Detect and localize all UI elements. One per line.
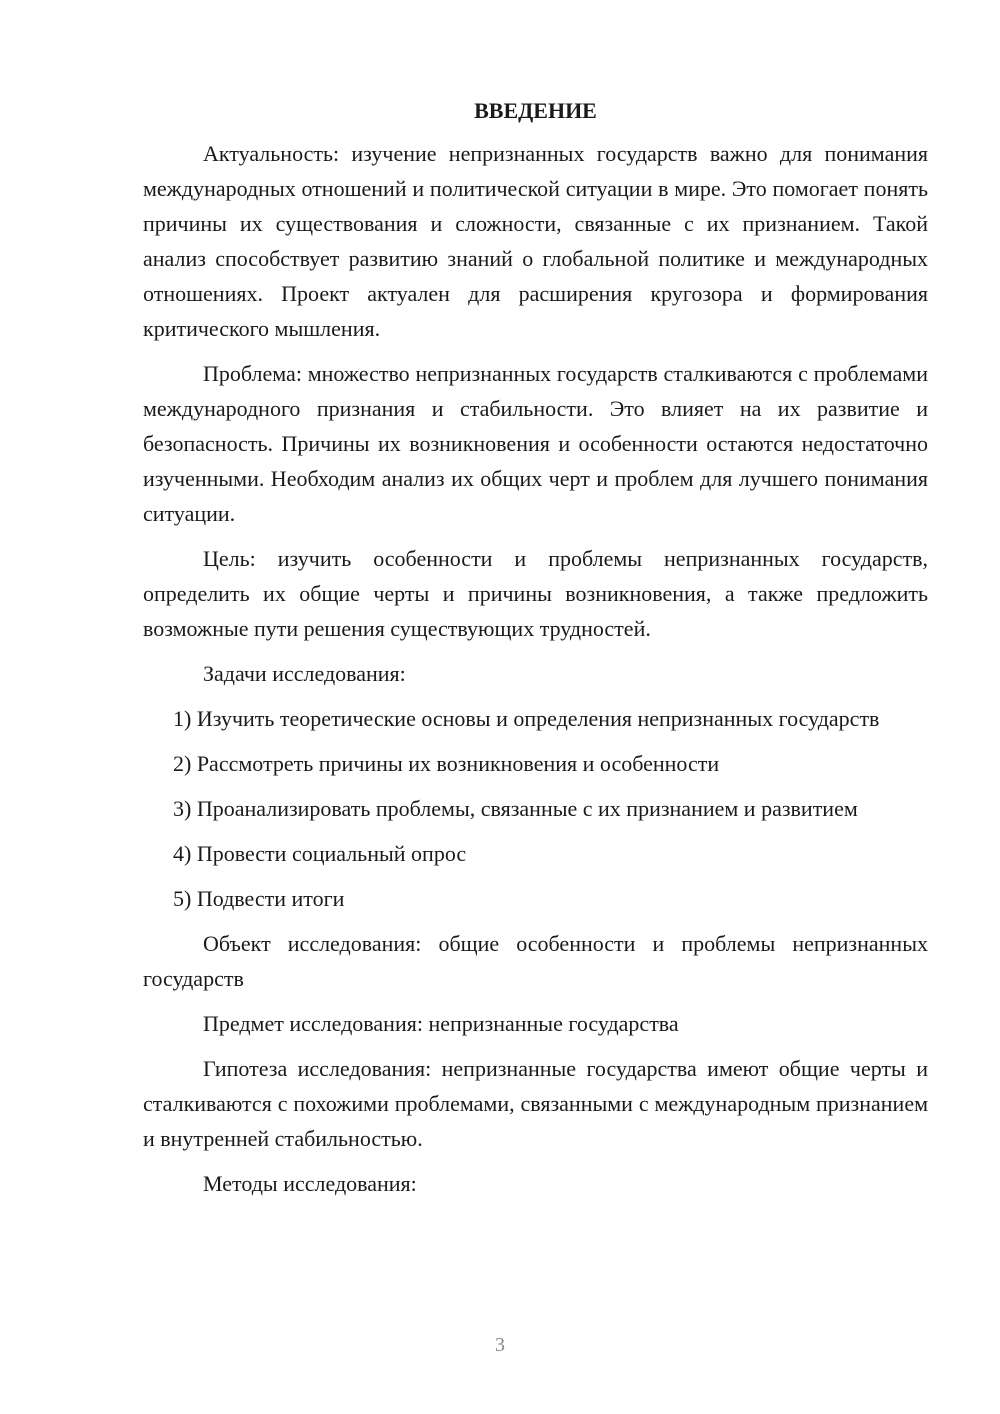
task-item-1: 1) Изучить теоретические основы и определения непризнанных государств — [173, 706, 880, 731]
page-number: 3 — [495, 1334, 505, 1356]
task-item-3: 3) Проанализировать проблемы, связанные с их признанием и развитием — [173, 796, 858, 821]
document-body — [143, 96, 928, 1211]
goal-paragraph: Цель: изучить особенности и проблемы непризнанных государств, определить их общие черты и причины возникновения, а также предложить возможные пути решения существующих трудностей. — [143, 546, 928, 641]
object-paragraph: Объект исследования: общие особенности и проблемы непризнанных государств — [143, 931, 928, 991]
subject-paragraph: Предмет исследования: непризнанные государства — [203, 1011, 679, 1036]
problem-paragraph: Проблема: множество непризнанных государств сталкиваются с проблемами международного признания и стабильности. Это влияет на их развитие и безопасность. Причины их возникновения и особенности остаются недостаточно изученными. Необходим анализ их общих черт и проблем для лучшего понимания ситуации. — [143, 361, 928, 526]
task-item-4: 4) Провести социальный опрос — [173, 841, 467, 866]
methods-heading: Методы исследования: — [203, 1171, 417, 1196]
tasks-heading: Задачи исследования: — [203, 661, 406, 686]
task-item-2: 2) Рассмотреть причины их возникновения и особенности — [173, 751, 720, 776]
hypothesis-paragraph: Гипотеза исследования: непризнанные государства имеют общие черты и сталкиваются с похожими проблемами, связанными с международным признанием и внутренней стабильностью. — [143, 1056, 928, 1151]
relevance-paragraph: Актуальность: изучение непризнанных государств важно для понимания международных отношений и политической ситуации в мире. Это помогает понять причины их существования и сложности, связанные с их признанием. Такой анализ способствует развитию знаний о глобальной политике и международных отношениях. Проект актуален для расширения кругозора и формирования критического мышления. — [143, 141, 928, 341]
task-item-5: 5) Подвести итоги — [173, 886, 345, 911]
section-title: ВВЕДЕНИЕ — [474, 98, 597, 123]
